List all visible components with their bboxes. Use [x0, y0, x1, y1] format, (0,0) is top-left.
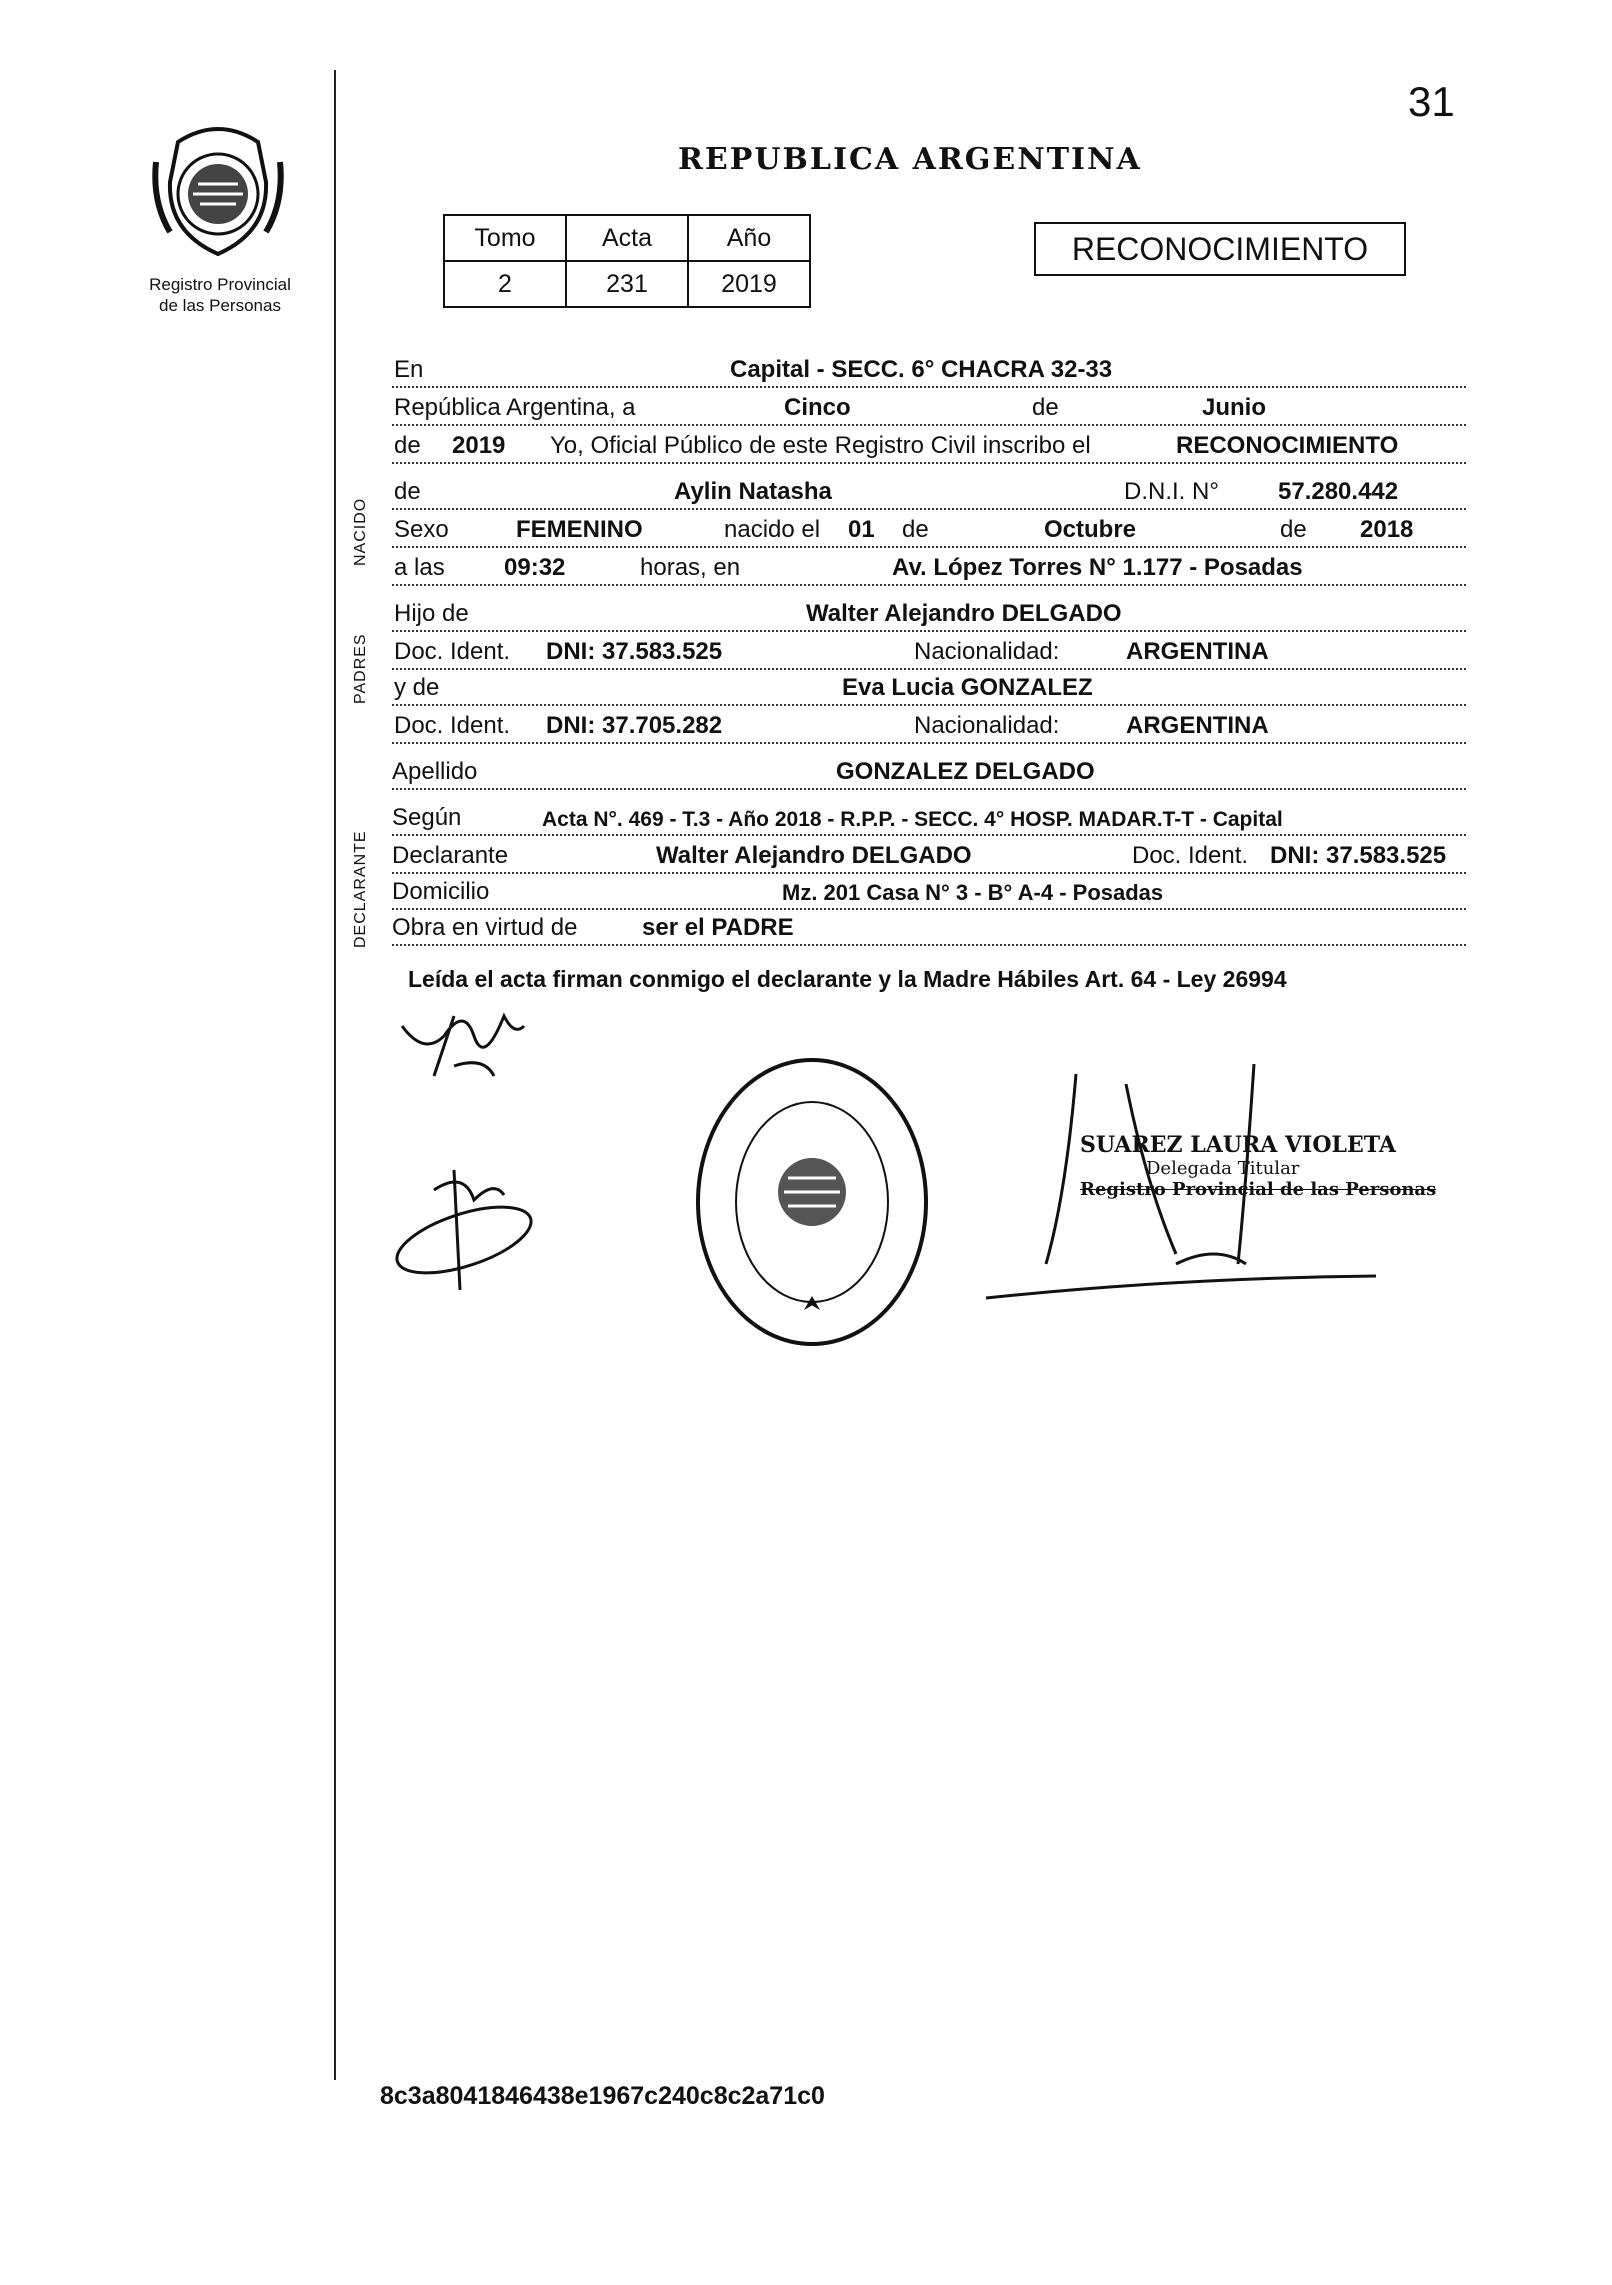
- form-line-time: a las 09:32 horas, en Av. López Torres N° 1.177 - Posadas: [392, 550, 1466, 586]
- form-line-declarant: Declarante Walter Alejandro DELGADO Doc. Ident. DNI: 37.583.525: [392, 838, 1466, 874]
- closing-statement: Leída el acta firman conmigo el declarante y la Madre Hábiles Art. 64 - Ley 26994: [408, 966, 1287, 992]
- table-value-acta: 231: [566, 261, 688, 307]
- table-header-tomo: Tomo: [444, 215, 566, 261]
- document-title: REPUBLICA ARGENTINA: [678, 142, 1142, 177]
- mother-signature-icon: [394, 1160, 554, 1300]
- document-hash: 8c3a8041846438e1967c240c8c2a71c0: [380, 2082, 825, 2110]
- form-line-reason: Obra en virtud de ser el PADRE: [392, 910, 1466, 946]
- table-value-tomo: 2: [444, 261, 566, 307]
- official-block: [1080, 1132, 1436, 1200]
- form-line-surname: Apellido GONZALEZ DELGADO: [392, 754, 1466, 790]
- side-label-padres: PADRES: [352, 633, 369, 704]
- register-table: [443, 214, 811, 308]
- official-name: SUAREZ LAURA VIOLETA: [1080, 1132, 1396, 1158]
- table-value-ano: 2019: [688, 261, 810, 307]
- form-line-name: de Aylin Natasha D.N.I. N° 57.280.442: [392, 474, 1466, 510]
- form-line-address: Domicilio Mz. 201 Casa N° 3 - B° A-4 - Posadas: [392, 874, 1466, 910]
- official-role: Delegada Titular: [1146, 1158, 1300, 1179]
- form-line-father-doc: Doc. Ident. DNI: 37.583.525 Nacionalidad: ARGENTINA: [392, 634, 1466, 670]
- form-line-father: Hijo de Walter Alejandro DELGADO: [392, 596, 1466, 632]
- form-line-mother: y de Eva Lucia GONZALEZ: [392, 670, 1466, 706]
- official-seal-icon: [692, 1052, 932, 1352]
- form-line-act: de 2019 Yo, Oficial Público de este Registro Civil inscribo el RECONOCIMIENTO: [392, 428, 1466, 464]
- form-line-place: En Capital - SECC. 6° CHACRA 32-33: [392, 352, 1466, 388]
- margin-rule: [334, 70, 336, 2080]
- form-line-mother-doc: Doc. Ident. DNI: 37.705.282 Nacionalidad: ARGENTINA: [392, 708, 1466, 744]
- table-header-acta: Acta: [566, 215, 688, 261]
- page-number: 31: [1408, 78, 1455, 125]
- official-office: Registro Provincial de las Personas: [1080, 1179, 1437, 1200]
- declarant-signature-icon: [394, 996, 534, 1106]
- form-line-birth: Sexo FEMENINO nacido el 01 de Octubre de 2018: [392, 512, 1466, 548]
- form-line-date: República Argentina, a Cinco de Junio: [392, 390, 1466, 426]
- province-emblem-icon: [148, 122, 288, 262]
- side-label-declarante: DECLARANTE: [352, 830, 369, 948]
- form-line-source: Según Acta N°. 469 - T.3 - Año 2018 - R.P.P. - SECC. 4° HOSP. MADAR.T-T - Capital: [392, 800, 1466, 836]
- table-header-ano: Año: [688, 215, 810, 261]
- logo-caption: Registro Provincial de las Personas: [149, 275, 291, 315]
- side-label-nacido: NACIDO: [352, 497, 369, 566]
- act-type-box: RECONOCIMIENTO: [1034, 222, 1406, 276]
